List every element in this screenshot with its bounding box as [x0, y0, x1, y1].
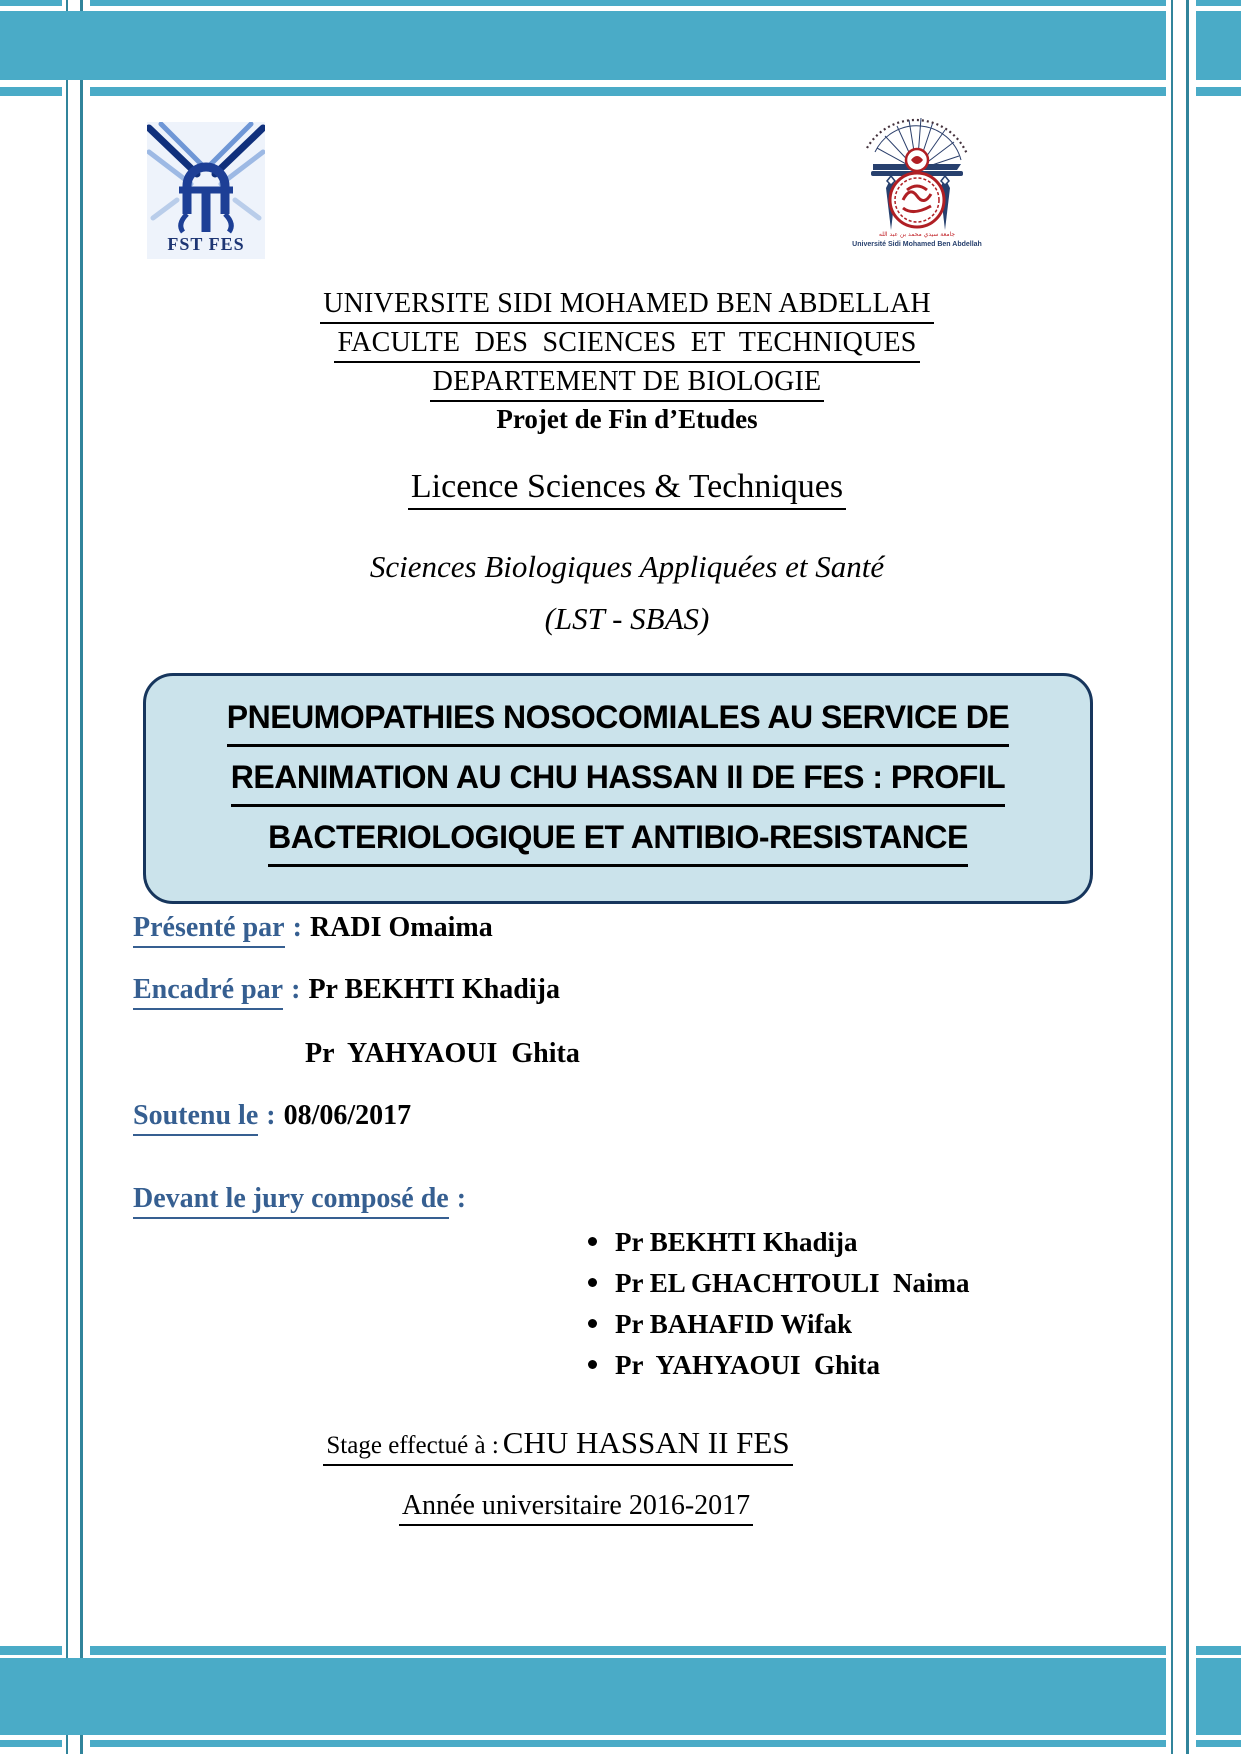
academic-year-row — [46, 1490, 1106, 1526]
supervisor-2-row — [305, 1038, 580, 1070]
jury-member: Pr YAHYAOUI Ghita — [588, 1351, 970, 1379]
left-vertical-line-thin — [66, 0, 68, 1754]
jury-member: Pr BAHAFID Wifak — [588, 1310, 970, 1338]
defense-date-label: Soutenu le — [133, 1100, 258, 1136]
jury-heading-label: Devant le jury composé de — [133, 1183, 449, 1219]
thesis-title-line-3: BACTERIOLOGIQUE ET ANTIBIO-RESISTANCE — [146, 817, 1090, 867]
jury-member: Pr EL GHACHTOULI Naima — [588, 1269, 970, 1297]
seal-caption-arabic: جامعة سيدي محمد بن عبد الله — [878, 231, 956, 238]
right-line-segment — [1186, 11, 1189, 80]
bottom-thick-band — [0, 1658, 1241, 1735]
jury-list — [588, 1228, 970, 1392]
supervisor-2: Pr YAHYAOUI Ghita — [305, 1038, 580, 1069]
supervisor-1: Pr BEKHTI Khadija — [308, 974, 560, 1005]
right-line-segment — [1186, 1658, 1189, 1735]
right-vertical-line-thin — [1171, 0, 1173, 1754]
department-name: DEPARTEMENT DE BIOLOGIE — [97, 366, 1157, 402]
project-type: Projet de Fin d’Etudes — [496, 404, 758, 434]
jury-member: Pr BEKHTI Khadija — [588, 1228, 970, 1256]
top-thick-band — [0, 11, 1241, 80]
internship-label: Stage effectué à : — [326, 1432, 499, 1459]
seal-caption-french: Université Sidi Mohamed Ben Abdellah — [852, 241, 982, 248]
thesis-title-line-1: PNEUMOPATHIES NOSOCOMIALES AU SERVICE DE — [146, 697, 1090, 747]
university-name: UNIVERSITE SIDI MOHAMED BEN ABDELLAH — [97, 288, 1157, 324]
usmba-seal-logo — [851, 108, 983, 250]
bottom-thin-band — [0, 1646, 1241, 1655]
top-hairline-band — [0, 0, 1241, 6]
presented-by-label: Présenté par — [133, 912, 285, 948]
left-vertical-line-thick — [80, 0, 83, 1754]
presented-by-value: RADI Omaima — [309, 912, 493, 943]
top-thin-band — [0, 87, 1241, 96]
internship-value: CHU HASSAN II FES — [502, 1425, 790, 1460]
defense-date-value: 08/06/2017 — [283, 1100, 412, 1131]
defense-date-row: Soutenu le : 08/06/2017 — [133, 1100, 411, 1136]
right-line-segment — [1171, 1658, 1173, 1735]
supervised-by-label: Encadré par — [133, 974, 283, 1010]
internship-row — [28, 1425, 1088, 1466]
presented-by-row: Présenté par : RADI Omaima — [133, 912, 493, 948]
fst-fes-caption: FST FES — [167, 234, 245, 254]
thesis-title-box — [143, 673, 1093, 904]
supervised-by-row: Encadré par : Pr BEKHTI Khadija — [133, 974, 560, 1010]
right-vertical-line-thick — [1186, 0, 1189, 1754]
program-abbreviation: (LST - SBAS) — [544, 601, 710, 636]
faculty-name: FACULTE DES SCIENCES ET TECHNIQUES — [97, 327, 1157, 363]
fst-fes-logo — [147, 122, 265, 259]
academic-year: Année universitaire 2016-2017 — [399, 1490, 753, 1526]
program-name: Sciences Biologiques Appliquées et Santé — [369, 549, 885, 584]
degree-title: Licence Sciences & Techniques — [97, 468, 1157, 510]
jury-heading-row: Devant le jury composé de : — [133, 1183, 474, 1219]
bottom-hairline-band — [0, 1740, 1241, 1747]
right-line-segment — [1171, 11, 1173, 80]
thesis-title-line-2: REANIMATION AU CHU HASSAN II DE FES : PROFIL — [146, 757, 1090, 807]
